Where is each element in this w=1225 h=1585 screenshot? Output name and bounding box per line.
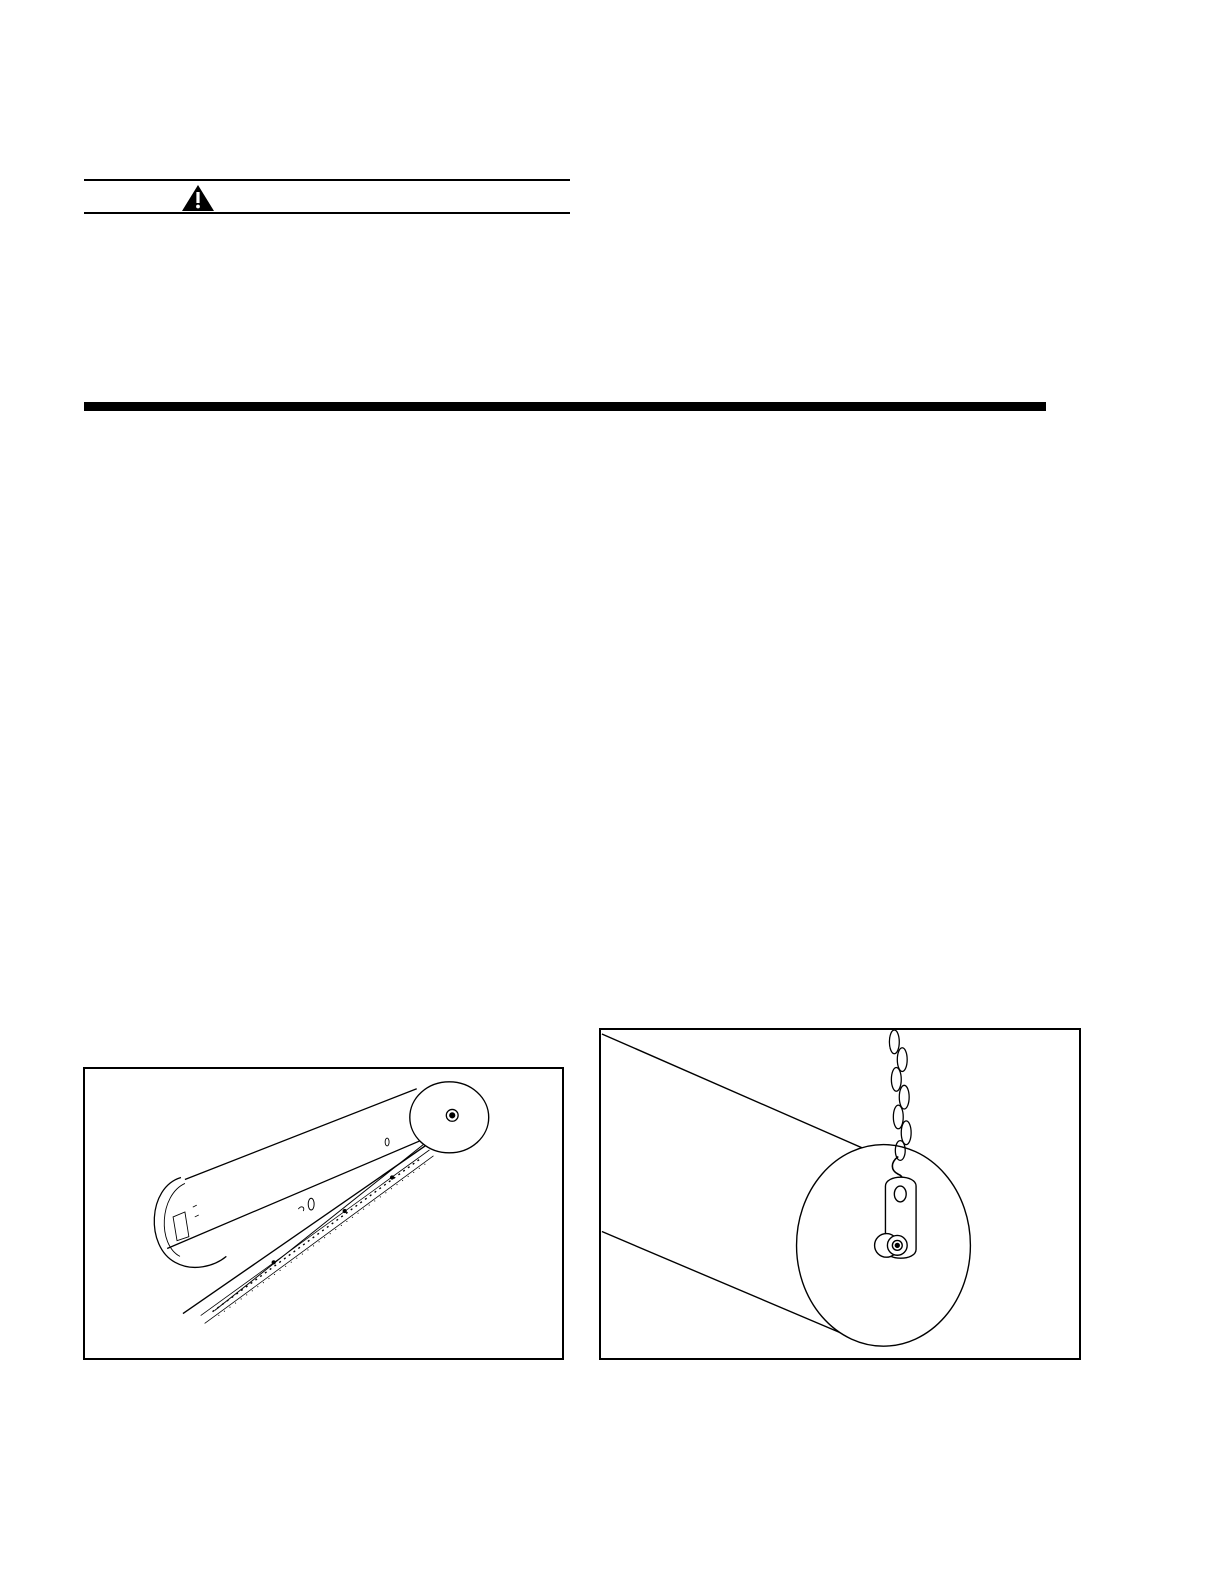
warning-triangle-icon <box>182 185 214 211</box>
caution-top-rule <box>84 179 570 181</box>
section-divider <box>84 402 1046 411</box>
figure-fixture-open <box>83 1067 564 1360</box>
figure-chain-mount <box>599 1028 1081 1360</box>
caution-bottom-rule <box>84 212 570 214</box>
chain-mount-illustration <box>601 1030 1079 1358</box>
fixture-open-illustration <box>85 1069 562 1358</box>
